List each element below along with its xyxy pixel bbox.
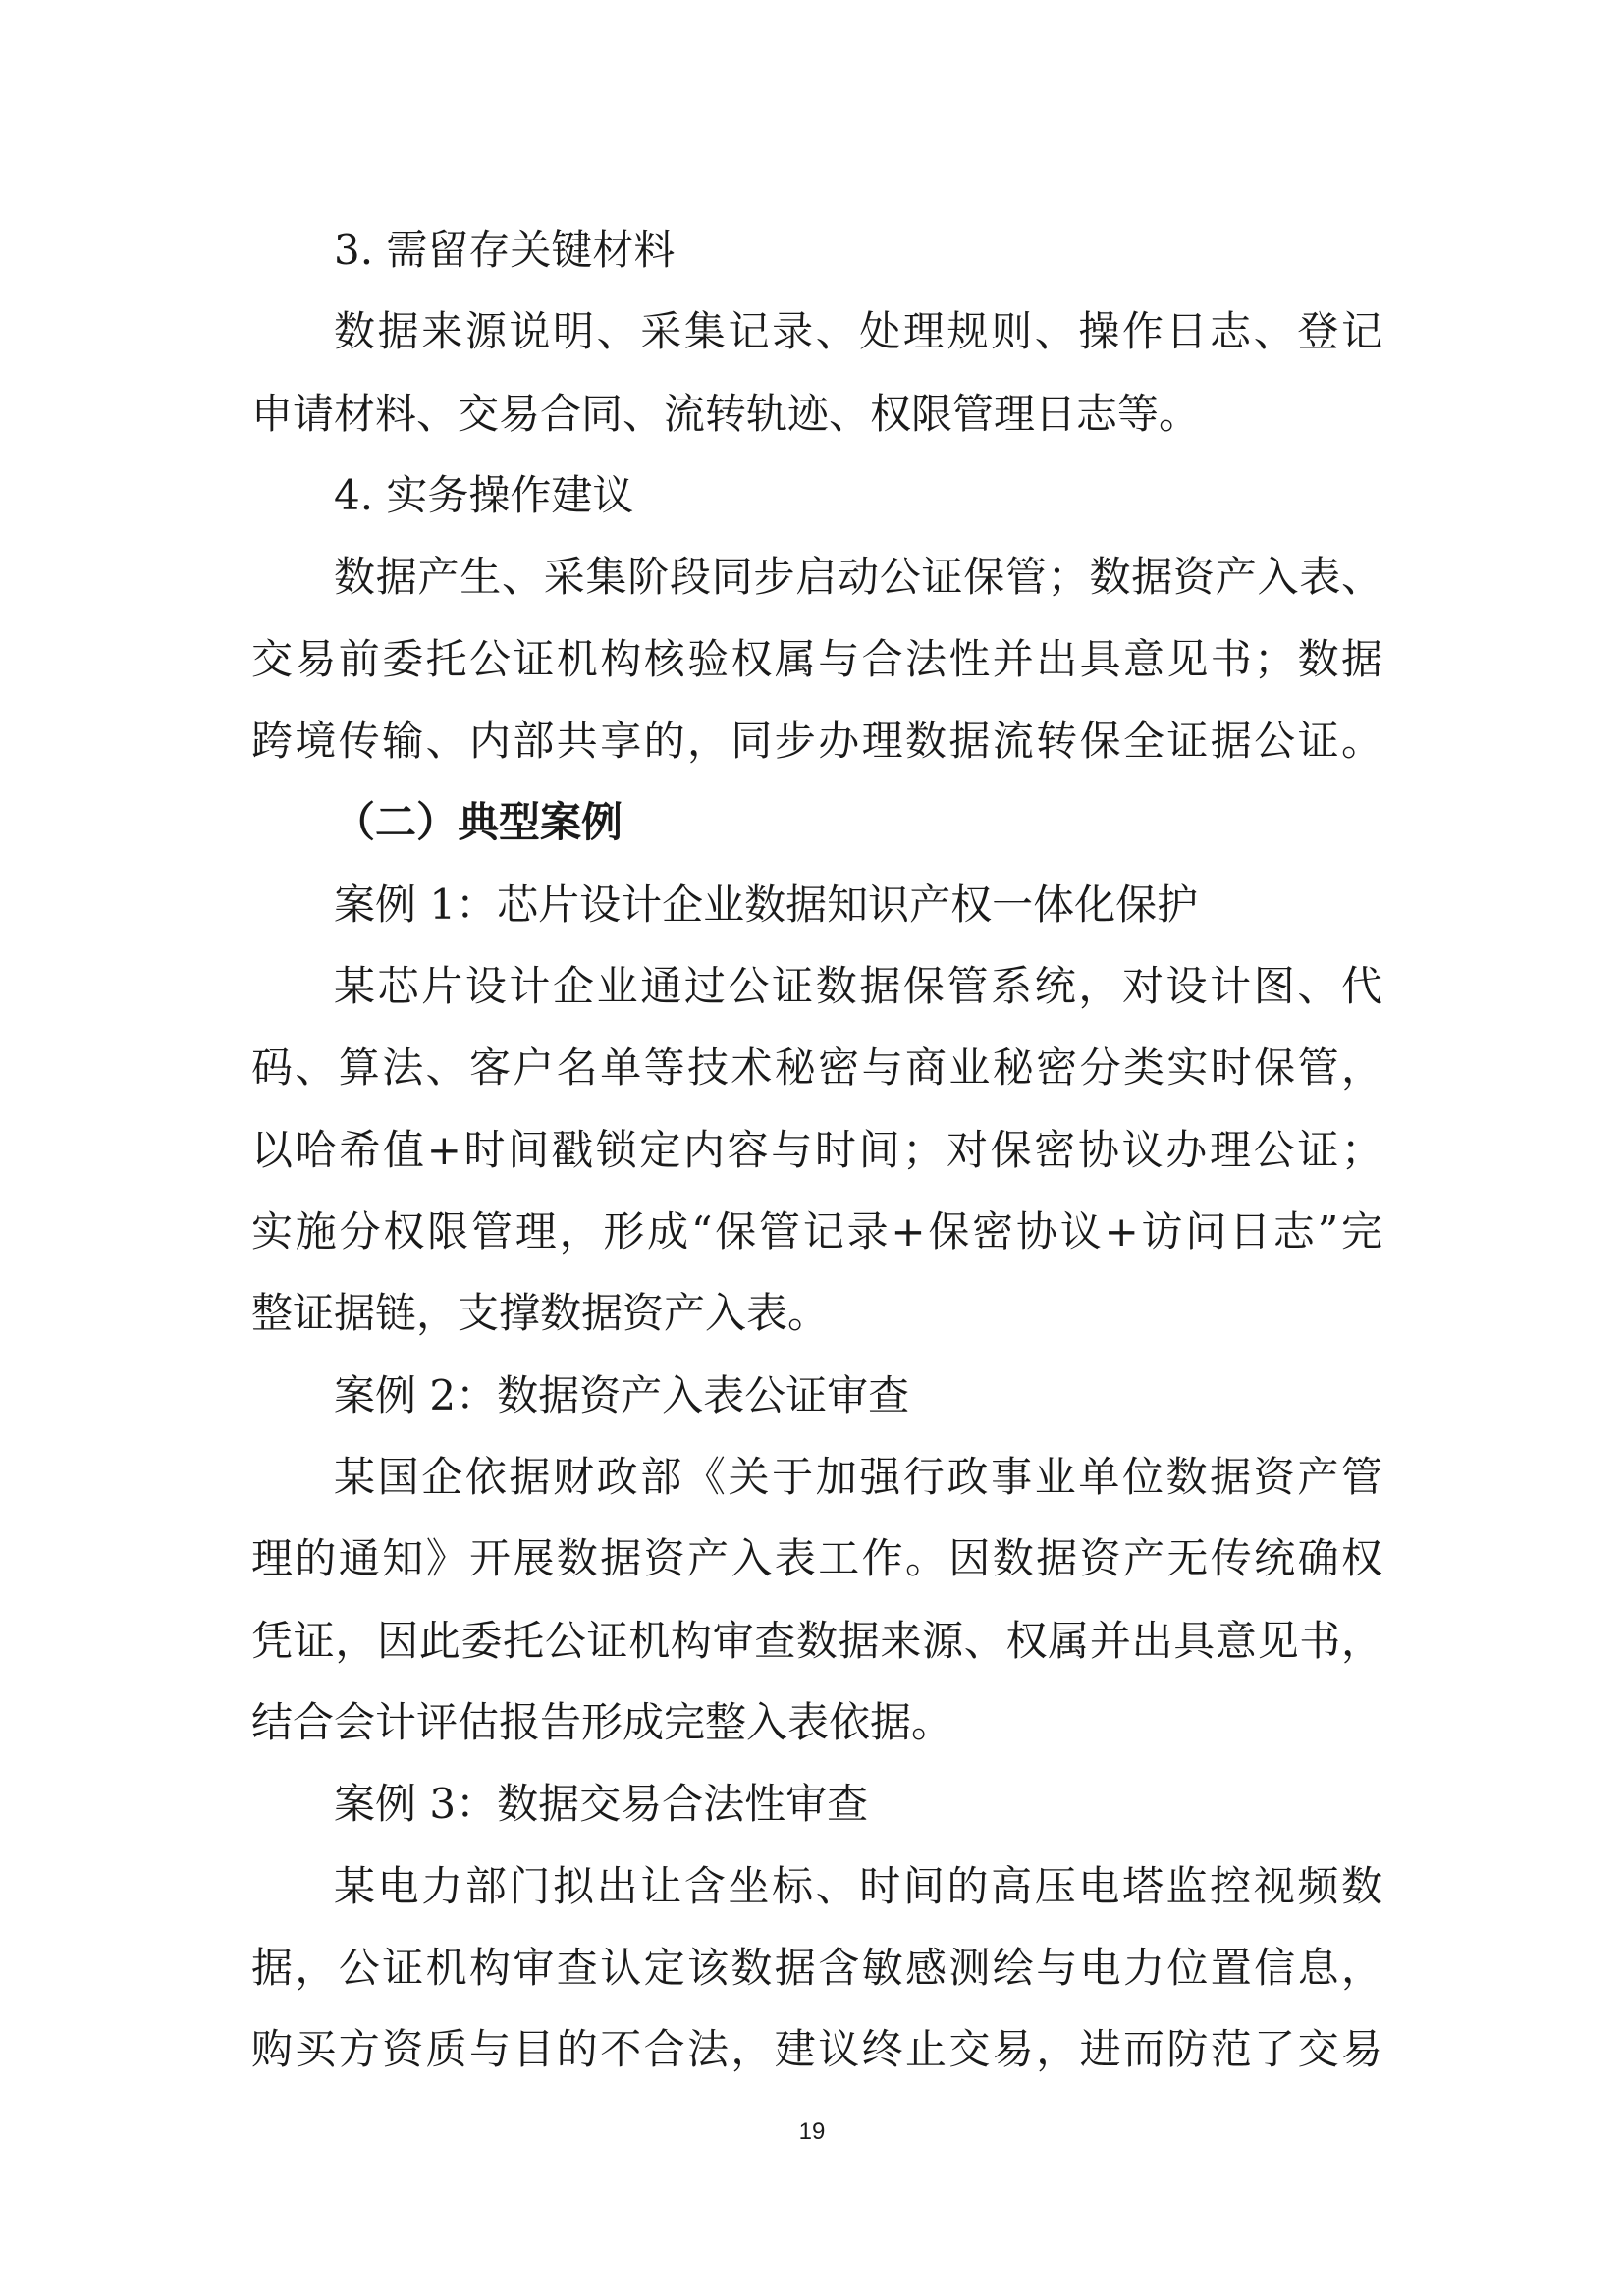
section-heading-typical-cases: （二）典型案例 bbox=[334, 798, 623, 846]
paragraph-line: 理的通知》开展数据资产入表工作。因数据资产无传统确权 bbox=[251, 1534, 1382, 1582]
page-number: 19 bbox=[798, 2118, 826, 2145]
paragraph-line: 跨境传输、内部共享的，同步办理数据流转保全证据公证。 bbox=[251, 717, 1382, 765]
paragraph-line: 数据产生、采集阶段同步启动公证保管；数据资产入表、 bbox=[334, 553, 1382, 601]
paragraph-line: 整证据链，支撑数据资产入表。 bbox=[251, 1289, 830, 1337]
paragraph-line: 据，公证机构审查认定该数据含敏感测绘与电力位置信息， bbox=[251, 1944, 1382, 1992]
paragraph-line: 交易前委托公证机构核验权属与合法性并出具意见书；数据 bbox=[251, 635, 1382, 683]
case-title: 案例 3：数据交易合法性审查 bbox=[334, 1780, 869, 1828]
paragraph-line: 凭证，因此委托公证机构审查数据来源、权属并出具意见书， bbox=[251, 1617, 1382, 1665]
paragraph-line: 某国企依据财政部《关于加强行政事业单位数据资产管 bbox=[334, 1453, 1382, 1501]
paragraph-line: 申请材料、交易合同、流转轨迹、权限管理日志等。 bbox=[251, 390, 1201, 438]
case-title: 案例 2：数据资产入表公证审查 bbox=[334, 1371, 910, 1419]
subheading-key-materials: 3. 需留存关键材料 bbox=[334, 226, 676, 274]
paragraph-line: 数据来源说明、采集记录、处理规则、操作日志、登记 bbox=[334, 307, 1382, 355]
case-title: 案例 1：芯片设计企业数据知识产权一体化保护 bbox=[334, 881, 1199, 929]
paragraph-line: 结合会计评估报告形成完整入表依据。 bbox=[251, 1698, 953, 1746]
paragraph-line: 码、算法、客户名单等技术秘密与商业秘密分类实时保管， bbox=[251, 1043, 1382, 1092]
subheading-practice-advice: 4. 实务操作建议 bbox=[334, 471, 634, 519]
paragraph-line: 实施分权限管理，形成“保管记录+保密协议+访问日志”完 bbox=[251, 1207, 1382, 1255]
paragraph-line: 以哈希值+时间戳锁定内容与时间；对保密协议办理公证； bbox=[251, 1126, 1382, 1174]
paragraph-line: 购买方资质与目的不合法，建议终止交易，进而防范了交易 bbox=[251, 2025, 1382, 2073]
paragraph-line: 某电力部门拟出让含坐标、时间的高压电塔监控视频数 bbox=[334, 1862, 1382, 1910]
paragraph-line: 某芯片设计企业通过公证数据保管系统，对设计图、代 bbox=[334, 962, 1382, 1010]
